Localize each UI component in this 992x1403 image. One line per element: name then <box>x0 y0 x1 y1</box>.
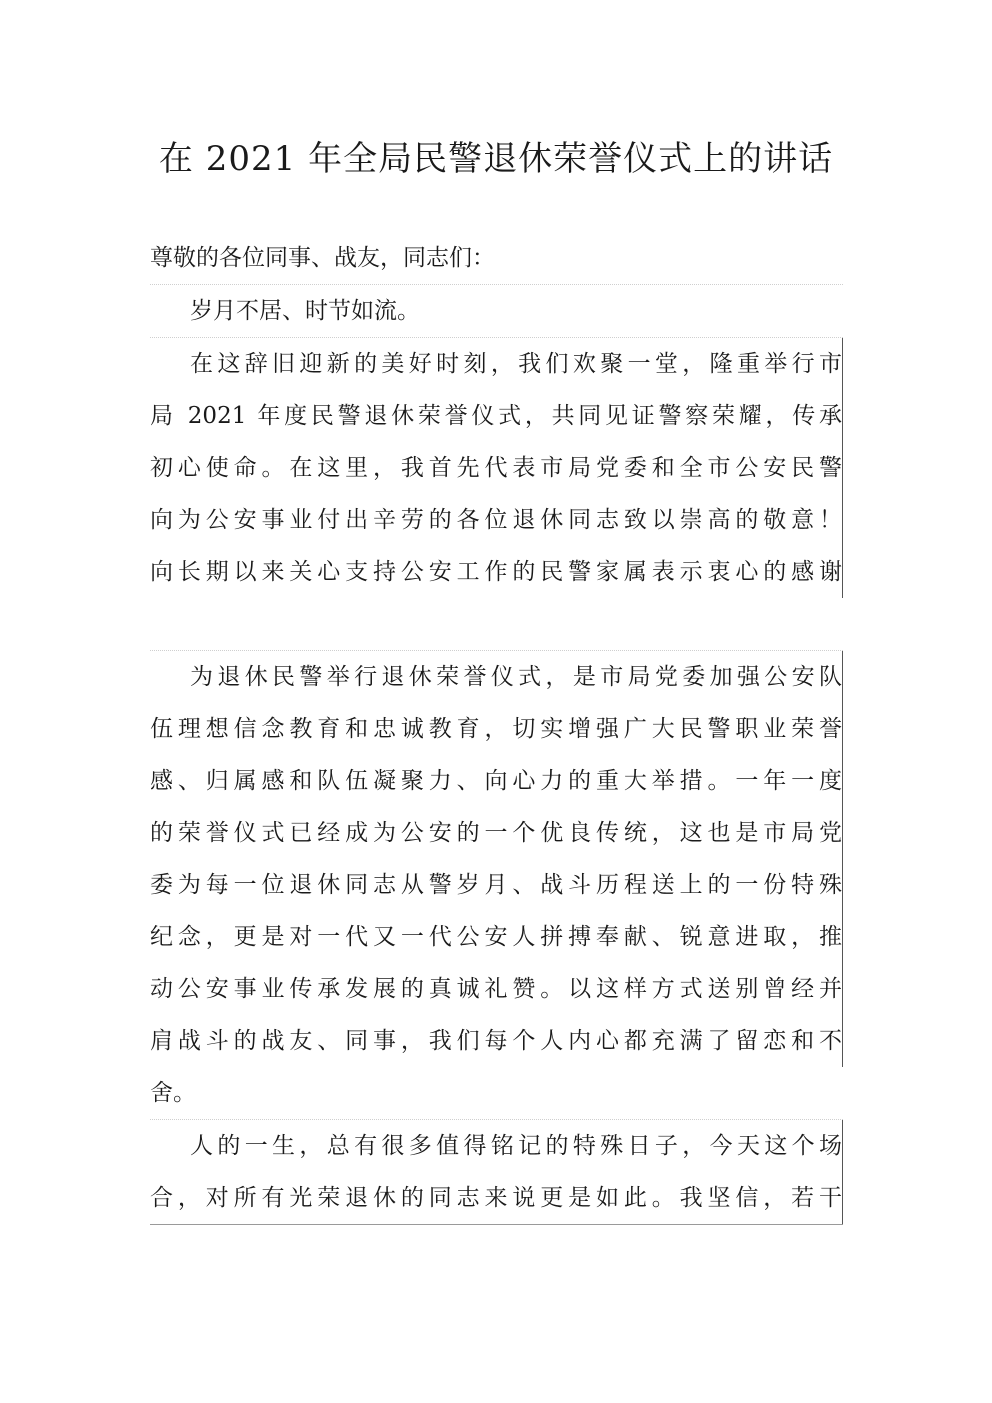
text-line: 尊敬的各位同事、战友，同志们： <box>150 245 495 271</box>
text-line: 委为每一位退休同志从警岁月、战斗历程送上的一份特殊 <box>150 859 843 911</box>
text-line: 局 2021 年度民警退休荣誉仪式，共同见证警察荣耀，传承 <box>150 390 843 442</box>
text-line: 的荣誉仪式已经成为公安的一个优良传统，这也是市局党 <box>150 807 843 859</box>
paragraph <box>150 338 843 651</box>
paragraph <box>150 232 843 285</box>
paragraph <box>150 1120 843 1225</box>
text-line: 岁月不居、时节如流。 <box>190 298 420 324</box>
text-line: 在这辞旧迎新的美好时刻，我们欢聚一堂，隆重举行市 <box>150 338 843 390</box>
text-line: 舍。 <box>150 1080 196 1106</box>
text-line: 纪念，更是对一代又一代公安人拼搏奉献、锐意进取，推 <box>150 911 843 963</box>
document-body <box>150 232 843 1225</box>
text-line: 伍理想信念教育和忠诚教育，切实增强广大民警职业荣誉 <box>150 703 843 755</box>
text-line: 感、归属感和队伍凝聚力、向心力的重大举措。一年一度 <box>150 755 843 807</box>
text-line: 向长期以来关心支持公安工作的民警家属表示衷心的感谢 <box>150 546 843 598</box>
text-line: 初心使命。在这里，我首先代表市局党委和全市公安民警 <box>150 442 843 494</box>
text-line: 合，对所有光荣退休的同志来说更是如此。我坚信，若干 <box>150 1172 843 1224</box>
text-line: 为退休民警举行退休荣誉仪式，是市局党委加强公安队 <box>150 651 843 703</box>
document-title: 在 2021 年全局民警退休荣誉仪式上的讲话 <box>158 139 834 179</box>
text-line: 肩战斗的战友、同事，我们每个人内心都充满了留恋和不 <box>150 1015 843 1067</box>
text-line: 人的一生，总有很多值得铭记的特殊日子，今天这个场 <box>150 1120 843 1172</box>
blank-line <box>150 598 843 650</box>
text-line: 向为公安事业付出辛劳的各位退休同志致以崇高的敬意！ <box>150 494 843 546</box>
paragraph <box>150 651 843 1120</box>
text-line: 动公安事业传承发展的真诚礼赞。以这样方式送别曾经并 <box>150 963 843 1015</box>
paragraph <box>150 285 843 338</box>
